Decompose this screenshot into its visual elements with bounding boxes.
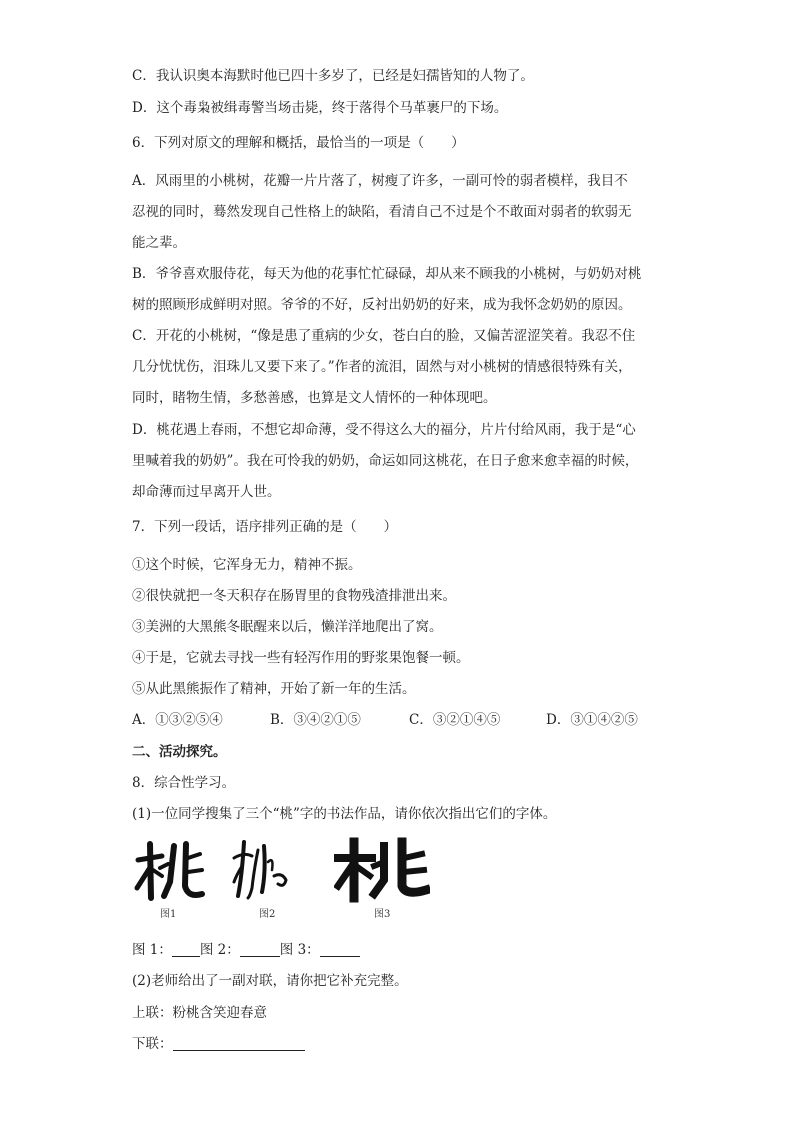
q6-option-b-line2: 树的照顾形成鲜明对照。爷爷的不好，反衬出奶奶的好来，成为我怀念奶奶的原因。 [132,297,632,313]
q6-option-c-line3: 同时，睹物生情，多愁善感，也算是文人情怀的一种体现吧。 [132,390,497,406]
q5-option-d: D．这个毒枭被缉毒警当场击毙，终于落得个马革裹尸的下场。 [132,100,508,116]
answer-label-fig2: 图 2： [199,942,240,958]
calligraphy-figure-1 [132,836,210,906]
q6-stem: 6．下列对原文的理解和概括，最恰当的一项是（ ） [132,135,465,151]
answer-blank-fig1[interactable] [172,942,200,957]
answer-label-fig1: 图 1： [132,942,172,958]
q7-sentence-1: ①这个时候，它浑身无力，精神不振。 [132,557,362,573]
q7-option-a: A．①③②⑤④ [132,712,223,728]
q7-stem: 7．下列一段话，语序排列正确的是（ ） [132,519,398,535]
figure-1-caption: 图1 [160,909,177,920]
q6-option-c-line2: 几分忧忧伤，泪珠儿又要下来了。”作者的流泪，固然与对小桃树的情感很特殊有关， [132,359,632,375]
lower-couplet-label: 下联： [132,1036,173,1052]
section2-heading: 二、活动探究。 [132,744,227,760]
upper-couplet: 上联：粉桃含笑迎春意 [132,1005,267,1021]
figure-2-caption: 图2 [259,909,276,920]
q8-part1-answers [132,940,672,960]
figure-3-caption: 图3 [374,909,391,920]
q7-sentence-2: ②很快就把一冬天积存在肠胃里的食物残渣排泄出来。 [132,588,456,604]
q7-sentence-4: ④于是，它就去寻找一些有轻泻作用的野浆果饱餐一顿。 [132,650,470,666]
lower-couplet-row [132,1034,672,1054]
q8-stem: 8．综合性学习。 [132,775,236,791]
q6-option-b-line1: B．爷爷喜欢服侍花，每天为他的花事忙忙碌碌，却从来不顾我的小桃树，与奶奶对桃 [132,266,642,282]
answer-blank-fig2[interactable] [240,942,280,957]
calligraphy-figure-2 [228,836,294,906]
answer-label-fig3: 图 3： [279,942,320,958]
lower-couplet-blank[interactable] [173,1036,305,1051]
q6-option-d-line3: 却命薄而过早离开人世。 [132,484,281,500]
q7-option-b: B．③④②①⑤ [270,712,361,728]
q8-part1: (1)一位同学搜集了三个“桃”字的书法作品，请你依次指出它们的字体。 [132,806,557,822]
q7-option-d: D．③①④②⑤ [546,712,638,728]
q7-sentence-5: ⑤从此黑熊振作了精神，开始了新一年的生活。 [132,681,416,697]
q6-option-c-line1: C．开花的小桃树，“像是患了重病的少女，苍白白的脸，又偏苦涩涩笑着。我忍不住 [132,328,636,344]
q6-option-a-line3: 能之辈。 [132,235,186,251]
q5-option-c: C．我认识奥本海默时他已四十多岁了，已经是妇孺皆知的人物了。 [132,68,534,84]
q6-option-d-line2: 里喊着我的奶奶”。我在可怜我的奶奶，命运如同这桃花，在日子愈来愈幸福的时候， [132,453,639,469]
q7-option-c: C．③②①④⑤ [409,712,501,728]
answer-blank-fig3[interactable] [320,942,360,957]
q6-option-a-line2: 忍视的同时，蓦然发现自己性格上的缺陷，看清自己不过是个不敢面对弱者的软弱无 [132,204,632,220]
q8-part2: (2)老师给出了一副对联，请你把它补充完整。 [132,973,408,989]
q6-option-a-line1: A．风雨里的小桃树，花瓣一片片落了，树瘦了许多，一副可怜的弱者模样，我目不 [132,173,628,189]
calligraphy-figure-3 [334,836,430,906]
q6-option-d-line1: D．桃花遇上春雨，不想它却命薄，受不得这么大的福分，片片付给风雨，我于是“心 [132,422,636,438]
q7-sentence-3: ③美洲的大黑熊冬眠醒来以后，懒洋洋地爬出了窝。 [132,619,443,635]
